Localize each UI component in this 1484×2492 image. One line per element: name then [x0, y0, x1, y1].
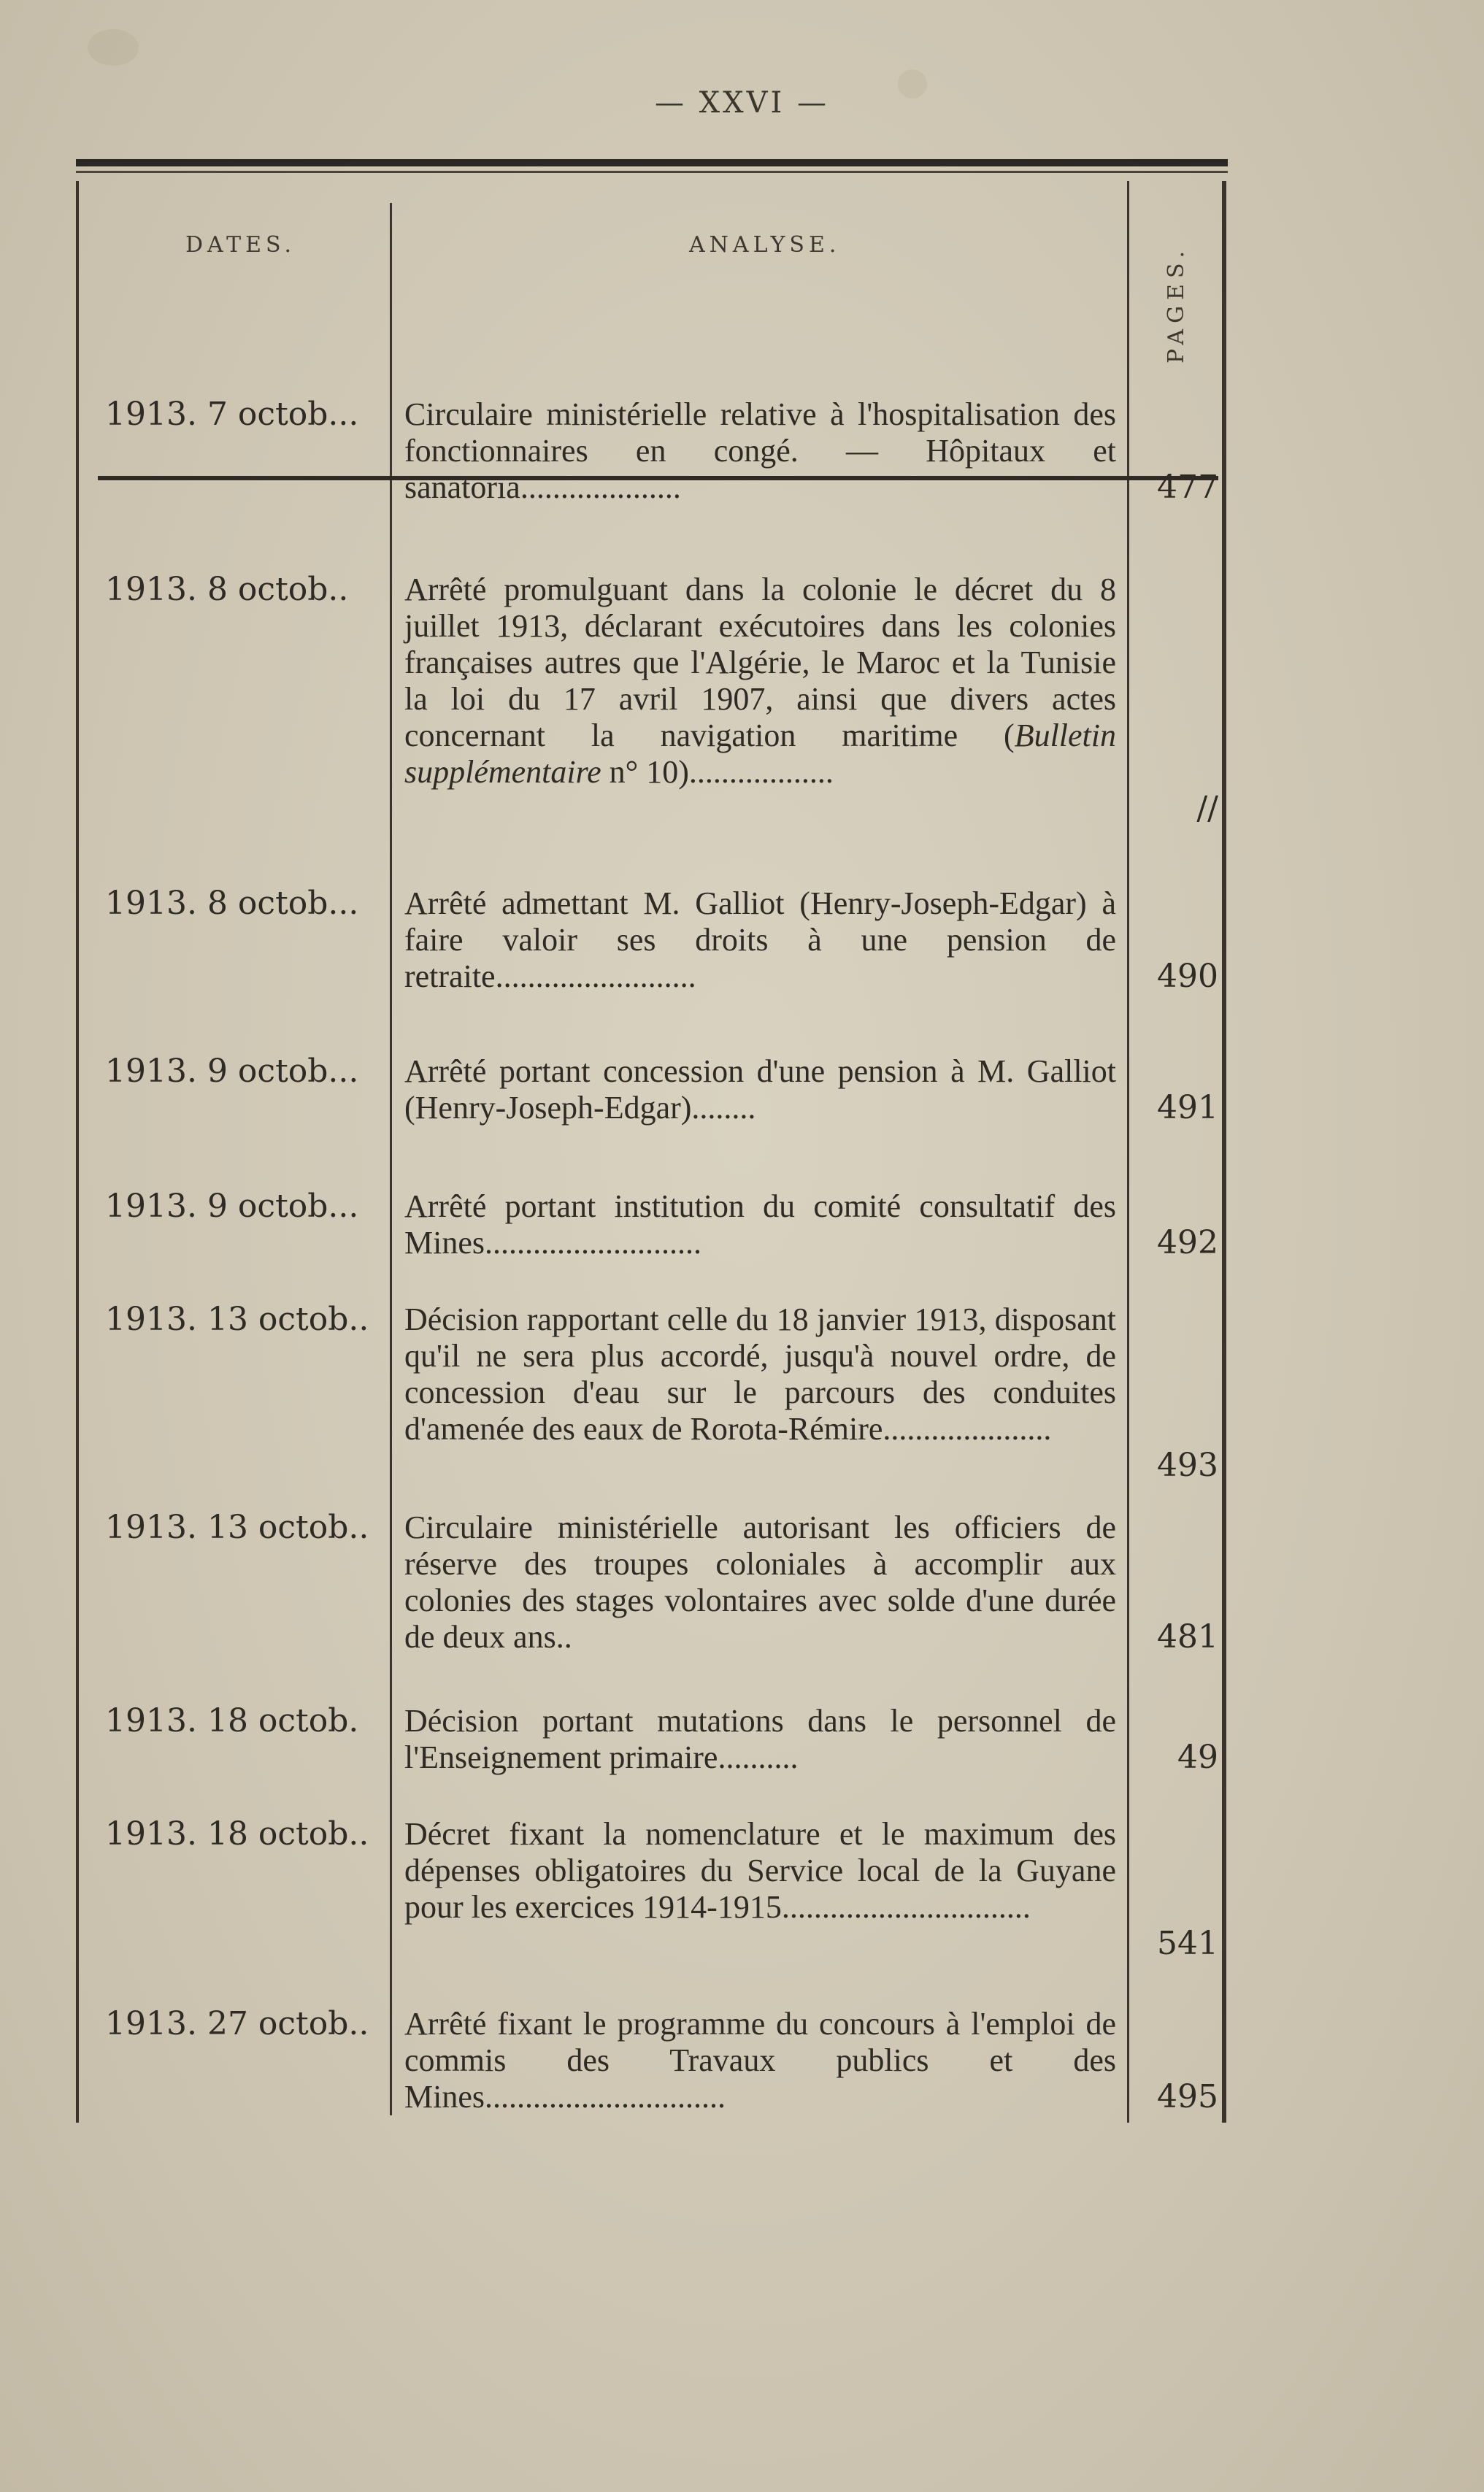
entry-analysis: Décret fixant la nomenclature et le maximum des dépenses obligatoires du Service local de la Guyane pour les exercices 1914-1915............................... [404, 1816, 1116, 1925]
entry-date: 1913. 9 octob... [105, 1188, 359, 1225]
entry-analysis: Arrêté admettant M. Galliot (Henry-Joseph-Edgar) à faire valoir ses droits à une pension de retraite......................... [404, 885, 1116, 994]
entry-page: 490 [1157, 958, 1218, 995]
entry-analysis: Décision rapportant celle du 18 janvier 1913, disposant qu'il ne sera plus accordé, jusqu'à nouvel ordre, de concession d'eau sur le parcours des conduites d'amenée des eaux de Rorota-Rémire..................... [404, 1301, 1116, 1447]
header-dates: DATES. [185, 232, 296, 258]
entry-page: 481 [1157, 1618, 1218, 1655]
entry-analysis: Arrêté portant institution du comité consultatif des Mines........................... [404, 1188, 1116, 1261]
entry-date: 1913. 9 octob... [105, 1053, 359, 1090]
entry-date: 1913. 8 octob... [105, 885, 359, 922]
entry-date: 1913. 7 octob... [105, 396, 359, 433]
entry-analysis: Circulaire ministérielle autorisant les officiers de réserve des troupes coloniales à accomplir aux colonies des stages volontaires avec solde d'une durée de deux ans.. [404, 1510, 1116, 1655]
entry-date: 1913. 13 octob.. [105, 1301, 369, 1338]
entry-page: 495 [1157, 2078, 1218, 2115]
page-number: — XXVI — [654, 86, 830, 120]
entry-page: 492 [1157, 1224, 1218, 1261]
column-divider-pages [1127, 181, 1129, 2123]
entry-analysis-italic: Bulletin supplémentaire [404, 718, 1116, 790]
entry-date: 1913. 18 octob. [105, 1702, 359, 1739]
entry-analysis: Décision portant mutations dans le personnel de l'Enseignement primaire.......... [404, 1703, 1116, 1775]
entry-analysis: Arrêté portant concession d'une pension à M. Galliot (Henry-Joseph-Edgar)........ [404, 1053, 1116, 1126]
entry-analysis [404, 572, 1116, 791]
entry-date: 1913. 8 octob.. [105, 571, 349, 608]
table-left-border [76, 181, 79, 2123]
entry-page: 477 [1157, 469, 1218, 506]
entry-page: // [1196, 790, 1218, 827]
table-top-rule [76, 159, 1228, 166]
entry-analysis: Circulaire ministérielle relative à l'hospitalisation des fonctionnaires en congé. — Hôpitaux et sanatoria.................... [404, 396, 1116, 505]
entry-analysis-text: Arrêté promulguant dans la colonie le décret du 8 juillet 1913, déclarant exécutoires dans les colonies françaises autres que l'Algérie, le Maroc et la Tunisie la loi du 17 avril 1907, ainsi que divers actes concernant la navigation maritime ( [404, 572, 1116, 753]
entry-date: 1913. 13 octob.. [105, 1509, 369, 1546]
entry-page: 493 [1157, 1447, 1218, 1484]
header-analyse: ANALYSE. [689, 232, 841, 258]
table-right-border [1222, 181, 1226, 2123]
entry-page: 491 [1157, 1089, 1218, 1126]
entry-page: 541 [1157, 1925, 1218, 1962]
entry-date: 1913. 27 octob.. [105, 2005, 369, 2042]
entry-analysis: Arrêté fixant le programme du concours à l'emploi de commis des Travaux publics et des Mines.............................. [404, 2006, 1116, 2115]
entry-page: 49 [1177, 1739, 1218, 1776]
entry-date: 1913. 18 octob.. [105, 1815, 369, 1853]
index-table [76, 159, 1228, 2115]
column-divider-dates [390, 203, 392, 2115]
paper-stain [88, 29, 139, 66]
entry-analysis-tail: n° 10).................. [601, 754, 834, 790]
header-pages: PAGES. [1164, 245, 1189, 364]
table-top-rule-thin [76, 171, 1228, 173]
